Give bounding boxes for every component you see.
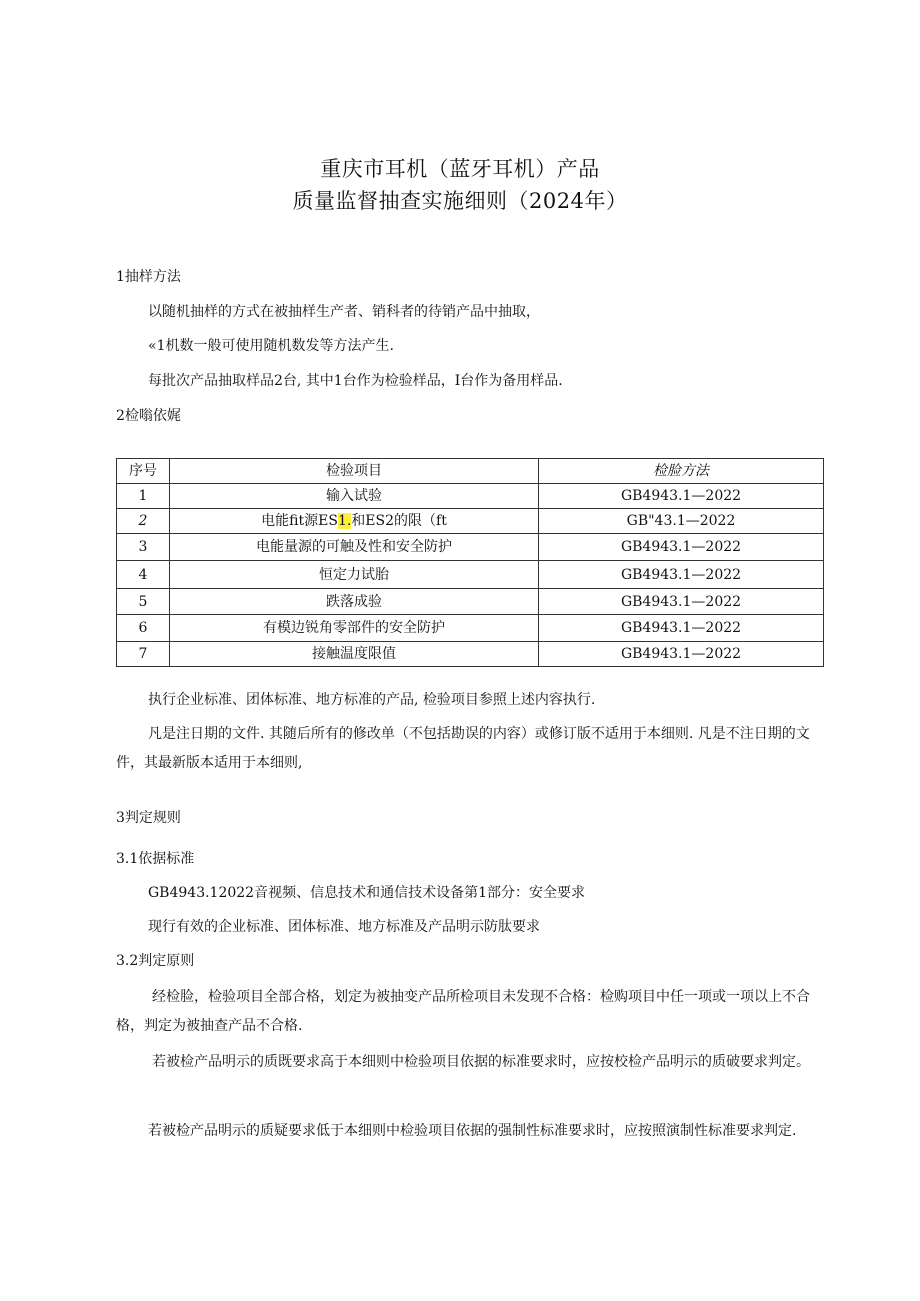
table-cell-text: 电能fit源ES: [261, 513, 338, 529]
section3-heading: 3判定规则: [116, 810, 181, 826]
section1-para3: 每批次产品抽取样品2台, 其中1台作为检验样品，I台作为备用样品.: [148, 373, 563, 389]
section3-2-rule1: 经检脸，检验项目全部合格，划定为被抽变产品所检项目未发现不合格：检购项目中任一项或一项以上不合格，判定为被抽查产品不合格.: [116, 989, 810, 1034]
section3-2-rule3: 若被检产品明示的质疑要求低于本细则中检验项目依据的强制性标准要求时，应按照演制性标准要求判定.: [148, 1123, 797, 1139]
table-cell: 恒定力试胎: [170, 561, 539, 589]
table-cell: GB4943.1—2022: [539, 642, 824, 667]
table-cell: 7: [117, 642, 170, 667]
table-row: [117, 484, 824, 509]
table-cell: 4: [117, 561, 170, 589]
section2-after-para2: 凡是注日期的文件. 其随后所有的修改单（不包括勘误的内容）或修订版不适用于本细则. 凡是不注日期的文件，其最新版本适用于本细则,: [116, 726, 810, 771]
table-cell: 2: [117, 509, 170, 534]
doc-title-line2: 质量监督抽查实施细则（2024年）: [292, 189, 628, 213]
table-cell: 5: [117, 589, 170, 615]
table-cell: [170, 509, 539, 534]
table-cell: 1: [117, 484, 170, 509]
table-row: [117, 534, 824, 561]
table-cell: GB4943.1—2022: [539, 561, 824, 589]
table-row: [117, 642, 824, 667]
table-cell: GB4943.1—2022: [539, 589, 824, 615]
section1-heading: 1抽样方法: [116, 269, 181, 285]
section3-1-heading: 3.1依据标准: [116, 851, 195, 867]
doc-title-line1: 重庆市耳机（蓝牙耳机）产品: [320, 157, 600, 181]
table-cell: 有模边锐角零部件的安全防护: [170, 615, 539, 642]
table-cell: 3: [117, 534, 170, 561]
table-header-cell: 检验项目: [170, 459, 539, 484]
section2-heading: 2检嗡依娓: [116, 408, 181, 424]
table-cell: GB4943.1—2022: [539, 484, 824, 509]
table-header-cell: 检脸方法: [539, 459, 824, 484]
table-cell: 接触温度限值: [170, 642, 539, 667]
table-cell: GB4943.1—2022: [539, 615, 824, 642]
table-cell: 电能量源的可触及性和安全防护: [170, 534, 539, 561]
table-cell: 6: [117, 615, 170, 642]
highlighted-text: 1.: [337, 513, 352, 529]
table-row: [117, 589, 824, 615]
inspection-items-table: [116, 458, 824, 667]
section3-1-standard2: 现行有效的企业标准、团体标准、地方标准及产品明示防肽要求: [148, 919, 540, 935]
table-header-cell: 序号: [117, 459, 170, 484]
section1-para1: 以随机抽样的方式在被抽样生产者、销科者的待销产品中抽取，: [148, 304, 540, 320]
section3-2-heading: 3.2判定原则: [116, 953, 195, 969]
section3-1-standard1: GB4943.12022音视频、信息技术和通信技术设备第1部分：安全要求: [148, 885, 585, 901]
table-row: [117, 509, 824, 534]
section1-para2: «1机数一般可使用随机数发等方法产生.: [148, 338, 394, 354]
table-cell: GB4943.1—2022: [539, 534, 824, 561]
table-cell-text: 和ES2的限（ft: [351, 513, 447, 529]
section3-2-rule2: 若被检产品明示的质既要求高于本细则中检验项目依据的标准要求时，应按校检产品明示的质破要求判定。: [152, 1054, 810, 1070]
section2-after-para1: 执行企业标准、团体标准、地方标准的产品, 检验项目参照上述内容执行.: [148, 692, 596, 708]
table-row: [117, 561, 824, 589]
table-cell: GB"43.1—2022: [539, 509, 824, 534]
table-cell: 跌落成验: [170, 589, 539, 615]
table-header-row: [117, 459, 824, 484]
table-cell: 输入试验: [170, 484, 539, 509]
table-row: [117, 615, 824, 642]
